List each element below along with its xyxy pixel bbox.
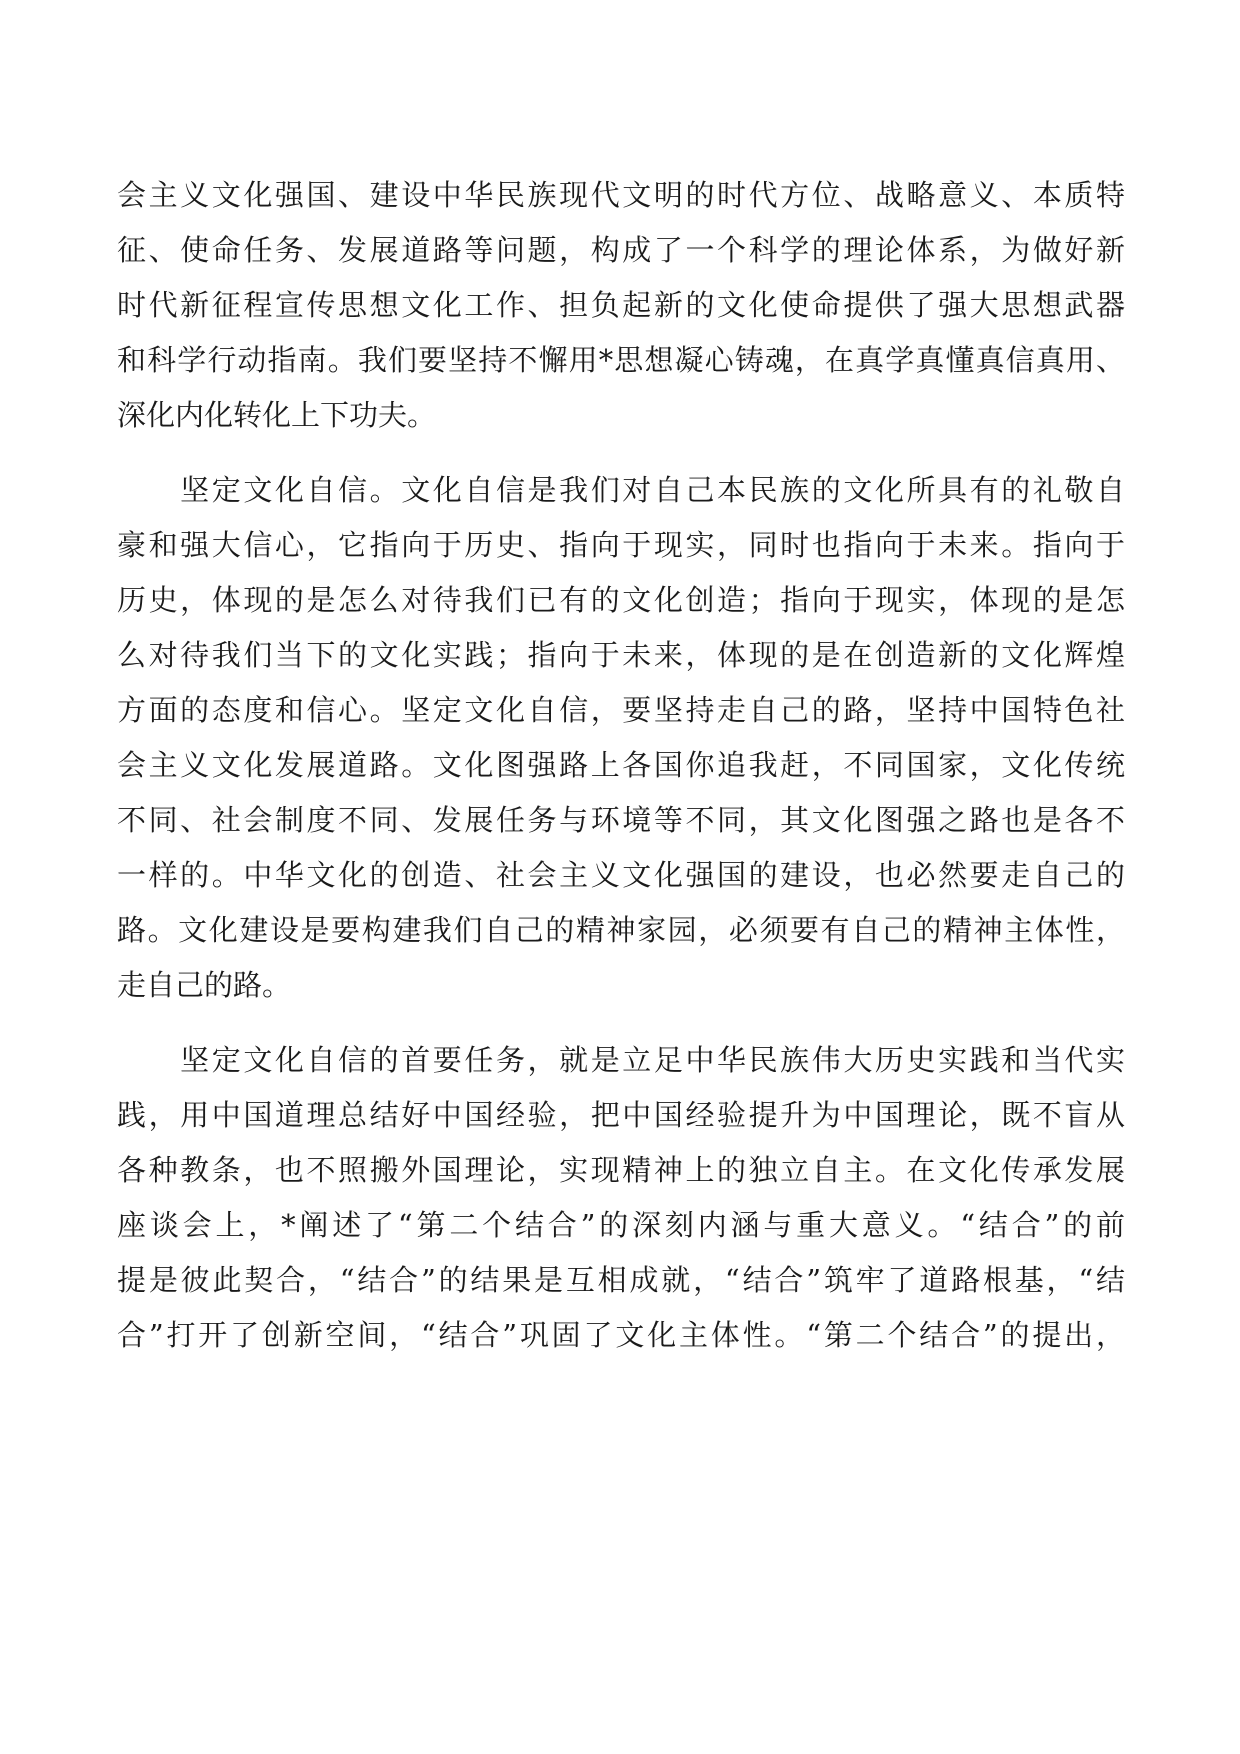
text-line: 么对待我们当下的文化实践；指向于未来，体现的是在创造新的文化辉煌 — [117, 638, 1125, 672]
text-line: 历史，体现的是怎么对待我们已有的文化创造；指向于现实，体现的是怎 — [117, 583, 1125, 617]
text-line: 征、使命任务、发展道路等问题，构成了一个科学的理论体系，为做好新 — [117, 233, 1125, 267]
text-line: 践，用中国道理总结好中国经验，把中国经验提升为中国理论，既不盲从 — [117, 1098, 1125, 1132]
text-line: 合”打开了创新空间，“结合”巩固了文化主体性。“第二个结合”的提出， — [117, 1318, 1125, 1352]
paragraph-3 — [117, 1033, 1125, 1363]
paragraph-spacer — [117, 1013, 1125, 1033]
paragraph-2 — [117, 463, 1125, 1013]
text-line: 不同、社会制度不同、发展任务与环境等不同，其文化图强之路也是各不 — [117, 803, 1125, 837]
text-line: 方面的态度和信心。坚定文化自信，要坚持走自己的路，坚持中国特色社 — [117, 693, 1125, 727]
text-line: 和科学行动指南。我们要坚持不懈用*思想凝心铸魂，在真学真懂真信真用、 — [117, 343, 1125, 377]
text-line: 会主义文化强国、建设中华民族现代文明的时代方位、战略意义、本质特 — [117, 178, 1125, 212]
text-line: 路。文化建设是要构建我们自己的精神家园，必须要有自己的精神主体性， — [117, 913, 1125, 947]
paragraph-spacer — [117, 443, 1125, 463]
text-line: 坚定文化自信。文化自信是我们对自己本民族的文化所具有的礼敬自 — [117, 473, 1125, 507]
text-line: 深化内化转化上下功夫。 — [117, 398, 437, 432]
text-line: 提是彼此契合，“结合”的结果是互相成就，“结合”筑牢了道路根基，“结 — [117, 1263, 1125, 1297]
text-line: 时代新征程宣传思想文化工作、担负起新的文化使命提供了强大思想武器 — [117, 288, 1125, 322]
text-line: 走自己的路。 — [117, 968, 292, 1002]
text-line: 坚定文化自信的首要任务，就是立足中华民族伟大历史实践和当代实 — [117, 1043, 1125, 1077]
text-line: 一样的。中华文化的创造、社会主义文化强国的建设，也必然要走自己的 — [117, 858, 1125, 892]
document-body — [117, 168, 1125, 1363]
text-line: 会主义文化发展道路。文化图强路上各国你追我赶，不同国家，文化传统 — [117, 748, 1125, 782]
paragraph-1 — [117, 168, 1125, 443]
text-line: 座谈会上，*阐述了“第二个结合”的深刻内涵与重大意义。“结合”的前 — [117, 1208, 1125, 1242]
text-line: 豪和强大信心，它指向于历史、指向于现实，同时也指向于未来。指向于 — [117, 528, 1125, 562]
text-line: 各种教条，也不照搬外国理论，实现精神上的独立自主。在文化传承发展 — [117, 1153, 1125, 1187]
